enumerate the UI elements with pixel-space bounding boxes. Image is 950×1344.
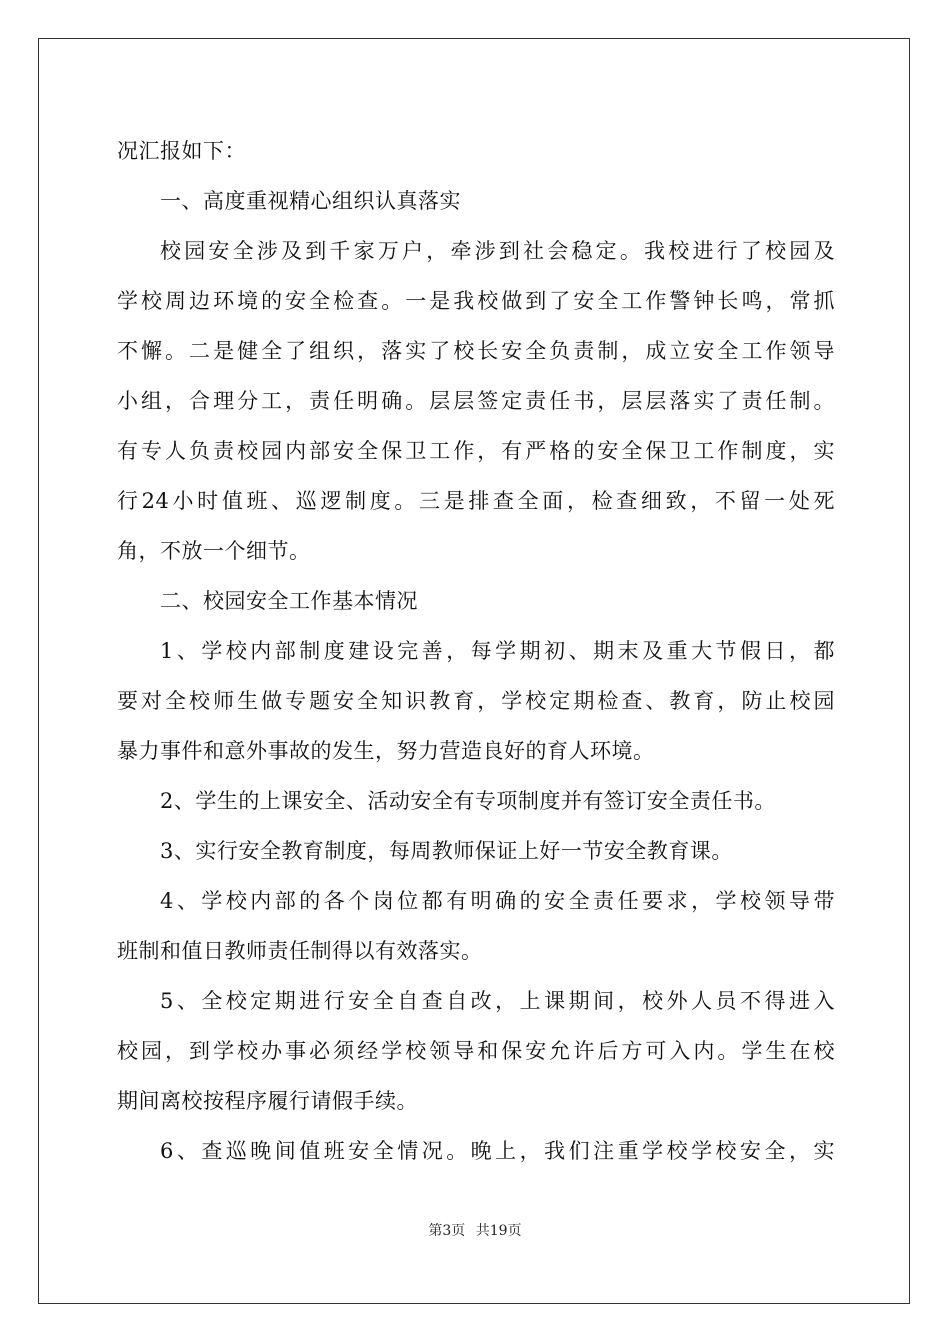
text-line: 4、学校内部的各个岗位都有明确的安全责任要求，学校领导带 bbox=[160, 889, 835, 913]
text-line: 2、学生的上课安全、活动安全有专项制度并有签订安全责任书。 bbox=[160, 789, 776, 813]
text-line: 行24小时值班、巡逻制度。三是排查全面，检查细致，不留一处死 bbox=[117, 489, 835, 513]
text-line: 期间离校按程序履行请假手续。 bbox=[117, 1089, 418, 1113]
page-total: 共19页 bbox=[475, 1223, 522, 1239]
text-line: 校园，到学校办事必须经学校领导和保安允许后方可入内。学生在校 bbox=[117, 1039, 835, 1063]
text-line: 3、实行安全教育制度，每周教师保证上好一节安全教育课。 bbox=[160, 839, 733, 863]
page-footer bbox=[0, 1220, 950, 1240]
text-line: 二、校园安全工作基本情况 bbox=[160, 589, 418, 613]
page-number: 第3页 bbox=[428, 1223, 466, 1239]
text-line: 班制和值日教师责任制得以有效落实。 bbox=[117, 939, 483, 963]
text-line: 有专人负责校园内部安全保卫工作，有严格的安全保卫工作制度，实 bbox=[117, 439, 835, 463]
document-body bbox=[117, 126, 835, 1176]
text-line: 5、全校定期进行安全自查自改，上课期间，校外人员不得进入 bbox=[160, 989, 835, 1013]
text-line: 6、查巡晚间值班安全情况。晚上，我们注重学校学校安全，实 bbox=[160, 1139, 835, 1163]
text-line: 校园安全涉及到千家万户，牵涉到社会稳定。我校进行了校园及 bbox=[160, 239, 835, 263]
text-line: 暴力事件和意外事故的发生，努力营造良好的育人环境。 bbox=[117, 739, 655, 763]
text-line: 况汇报如下： bbox=[117, 139, 246, 163]
text-line: 角，不放一个细节。 bbox=[117, 539, 311, 563]
text-line: 学校周边环境的安全检查。一是我校做到了安全工作警钟长鸣，常抓 bbox=[117, 289, 835, 313]
text-line: 小组，合理分工，责任明确。层层签定责任书，层层落实了责任制。 bbox=[117, 389, 835, 413]
text-line: 要对全校师生做专题安全知识教育，学校定期检查、教育，防止校园 bbox=[117, 689, 835, 713]
text-line: 一、高度重视精心组织认真落实 bbox=[160, 189, 461, 213]
text-line: 1、学校内部制度建设完善，每学期初、期末及重大节假日，都 bbox=[160, 639, 835, 663]
text-line: 不懈。二是健全了组织，落实了校长安全负责制，成立安全工作领导 bbox=[117, 339, 835, 363]
